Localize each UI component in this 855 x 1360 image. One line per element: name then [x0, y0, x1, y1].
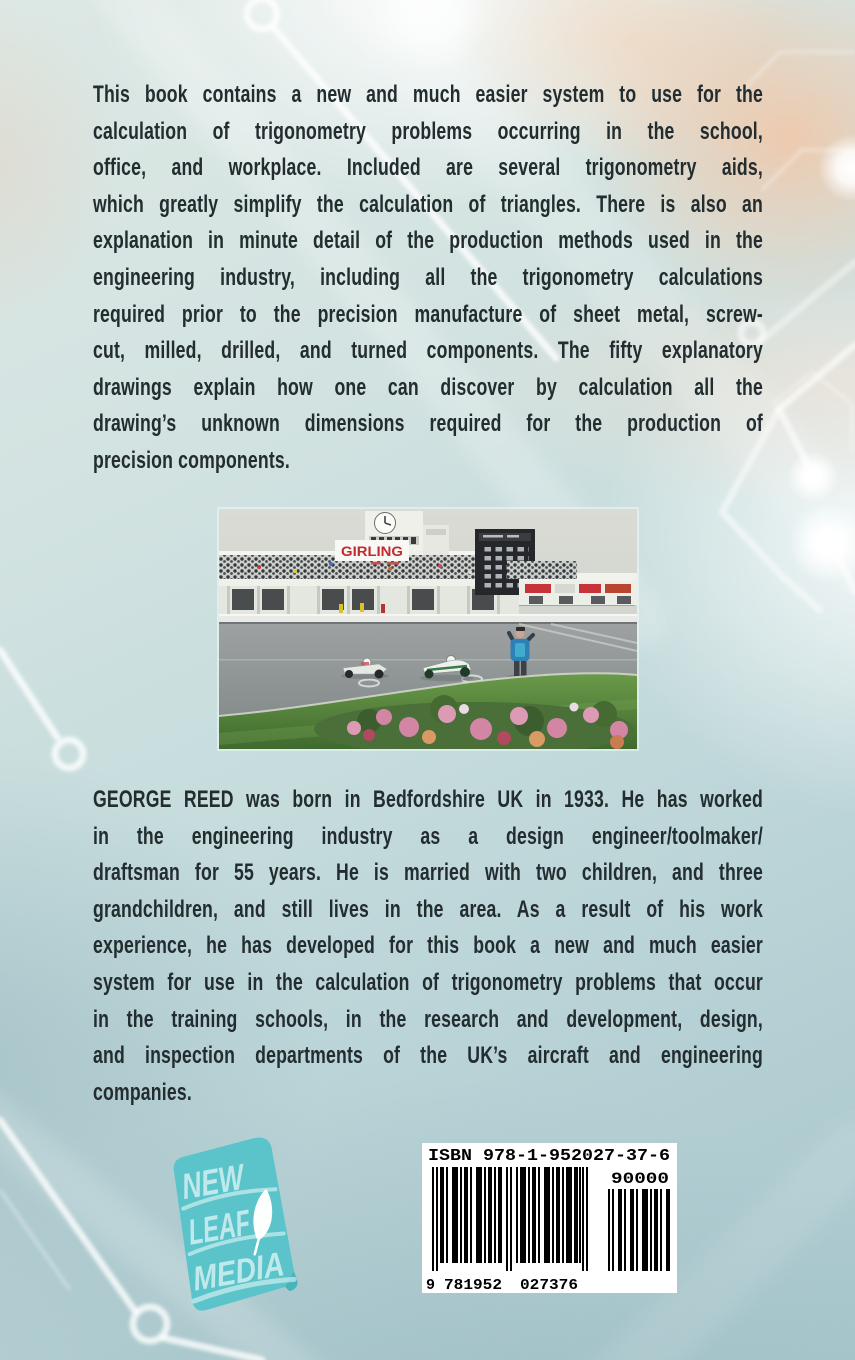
pit-wall: [219, 614, 637, 625]
glow-node-core: [804, 468, 822, 486]
ean-digit-lead: 9: [426, 1277, 436, 1293]
publisher-logo: [157, 1130, 310, 1319]
race-photo-illustration: [219, 509, 637, 749]
ean-digits-right: 027376: [520, 1277, 578, 1293]
race-photo: [219, 509, 637, 749]
glow-node-core: [814, 529, 842, 557]
new-leaf-media-logo: [157, 1130, 310, 1319]
ean-digits-left: 781952: [444, 1277, 502, 1293]
girling-sign: [335, 540, 409, 565]
author-bio-text: GEORGE REED was born in Bedfordshire UK in 1933. He has worked in the engineering industry as a design engineer/toolmaker/ draftsman for 55 years. He is married with two children, and three grandchildren, and still lives in the area. As a result of his work experience, he has developed for this book a new and much easier system for use in the calculation of trigonometry problems that occur in the training schools, in the research and development, design, and inspection departments of the UK’s aircraft and engineering companies.: [93, 786, 763, 1106]
girling-sign-text: GIRLING: [341, 543, 404, 559]
isbn-text: ISBN 978-1-952027-37-6: [428, 1146, 670, 1165]
glow-node: [818, 134, 855, 202]
isbn-barcode: [422, 1143, 677, 1293]
price-code-text: 90000: [611, 1170, 669, 1188]
logo-word-media: MEDIA: [190, 1242, 304, 1299]
synopsis-text: This book contains a new and much easier system to use for the calculation of trigonometry problems occurring in the school, office, and workplace. Included are several trigonometry aids, which greatly simplify the calculation of triangles. There is also an explanation in minute detail of the production methods used in the engineering industry, including all the trigonometry calculations required prior to the precision manufacture of sheet metal, screw- cut, milled, drilled, and turned components. The fifty explanatory drawings explain how one can discover by calculation all the drawing’s unknown dimensions required for the production of precision components.: [93, 81, 763, 474]
logo-word-leaf: LEAF: [185, 1195, 285, 1253]
logo-word-new: NEW: [179, 1152, 268, 1208]
